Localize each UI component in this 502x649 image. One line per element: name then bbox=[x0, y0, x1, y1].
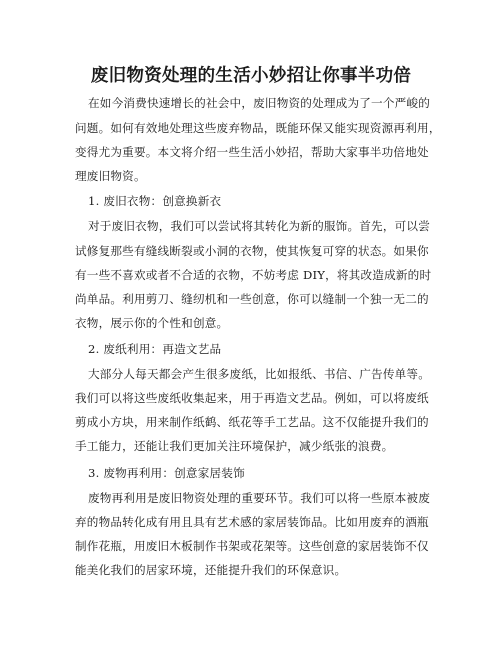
section-line: 有一些不喜欢或者不合适的衣物，不妨考虑 DIY，将其改造成新的时 bbox=[75, 268, 432, 282]
section-line: 手工能力，还能让我们更加关注环境保护，减少纸张的浪费。 bbox=[75, 439, 394, 453]
intro-line: 问题。如何有效地处理这些废弃物品，既能环保又能实现资源再利用， bbox=[75, 121, 441, 135]
section-heading: 2. 废纸利用：再造文艺品 bbox=[88, 342, 222, 356]
section-heading: 1. 废旧衣物：创意换新衣 bbox=[88, 194, 222, 208]
section-line: 衣物，展示你的个性和创意。 bbox=[75, 316, 229, 330]
intro-line: 在如今消费快速增长的社会中，废旧物资的处理成为了一个严峻的 bbox=[88, 96, 431, 110]
section-line: 剪成小方块，用来制作纸鹤、纸花等手工艺品。这不仅能提升我们的 bbox=[75, 415, 429, 429]
section-line: 废物再利用是废旧物资处理的重要环节。我们可以将一些原本被废 bbox=[88, 491, 431, 505]
section-line: 制作花瓶，用废旧木板制作书架或花架等。这些创意的家居装饰不仅 bbox=[75, 539, 429, 553]
section-line: 尚单品。利用剪刀、缝纫机和一些创意，你可以缝制一个独一无二的 bbox=[75, 292, 429, 306]
section-line: 对于废旧衣物，我们可以尝试将其转化为新的服饰。首先，可以尝 bbox=[88, 219, 431, 233]
intro-line: 理废旧物资。 bbox=[75, 169, 146, 183]
intro-line: 变得尤为重要。本文将介绍一些生活小妙招，帮助大家事半功倍地处 bbox=[75, 145, 429, 159]
section-line: 试修复那些有缝线断裂或小洞的衣物，使其恢复可穿的状态。如果你 bbox=[75, 244, 429, 258]
document-title: 废旧物资处理的生活小妙招让你事半功倍 bbox=[90, 66, 412, 86]
section-line: 大部分人每天都会产生很多废纸，比如报纸、书信、广告传单等。 bbox=[88, 367, 431, 381]
section-heading: 3. 废物再利用：创意家居装饰 bbox=[88, 466, 245, 480]
section-line: 我们可以将这些废纸收集起来，用于再造文艺品。例如，可以将废纸 bbox=[75, 391, 429, 405]
section-line: 弃的物品转化成有用且具有艺术感的家居装饰品。比如用废弃的酒瓶 bbox=[75, 515, 429, 529]
section-line: 能美化我们的居家环境，还能提升我们的环保意识。 bbox=[75, 563, 347, 577]
